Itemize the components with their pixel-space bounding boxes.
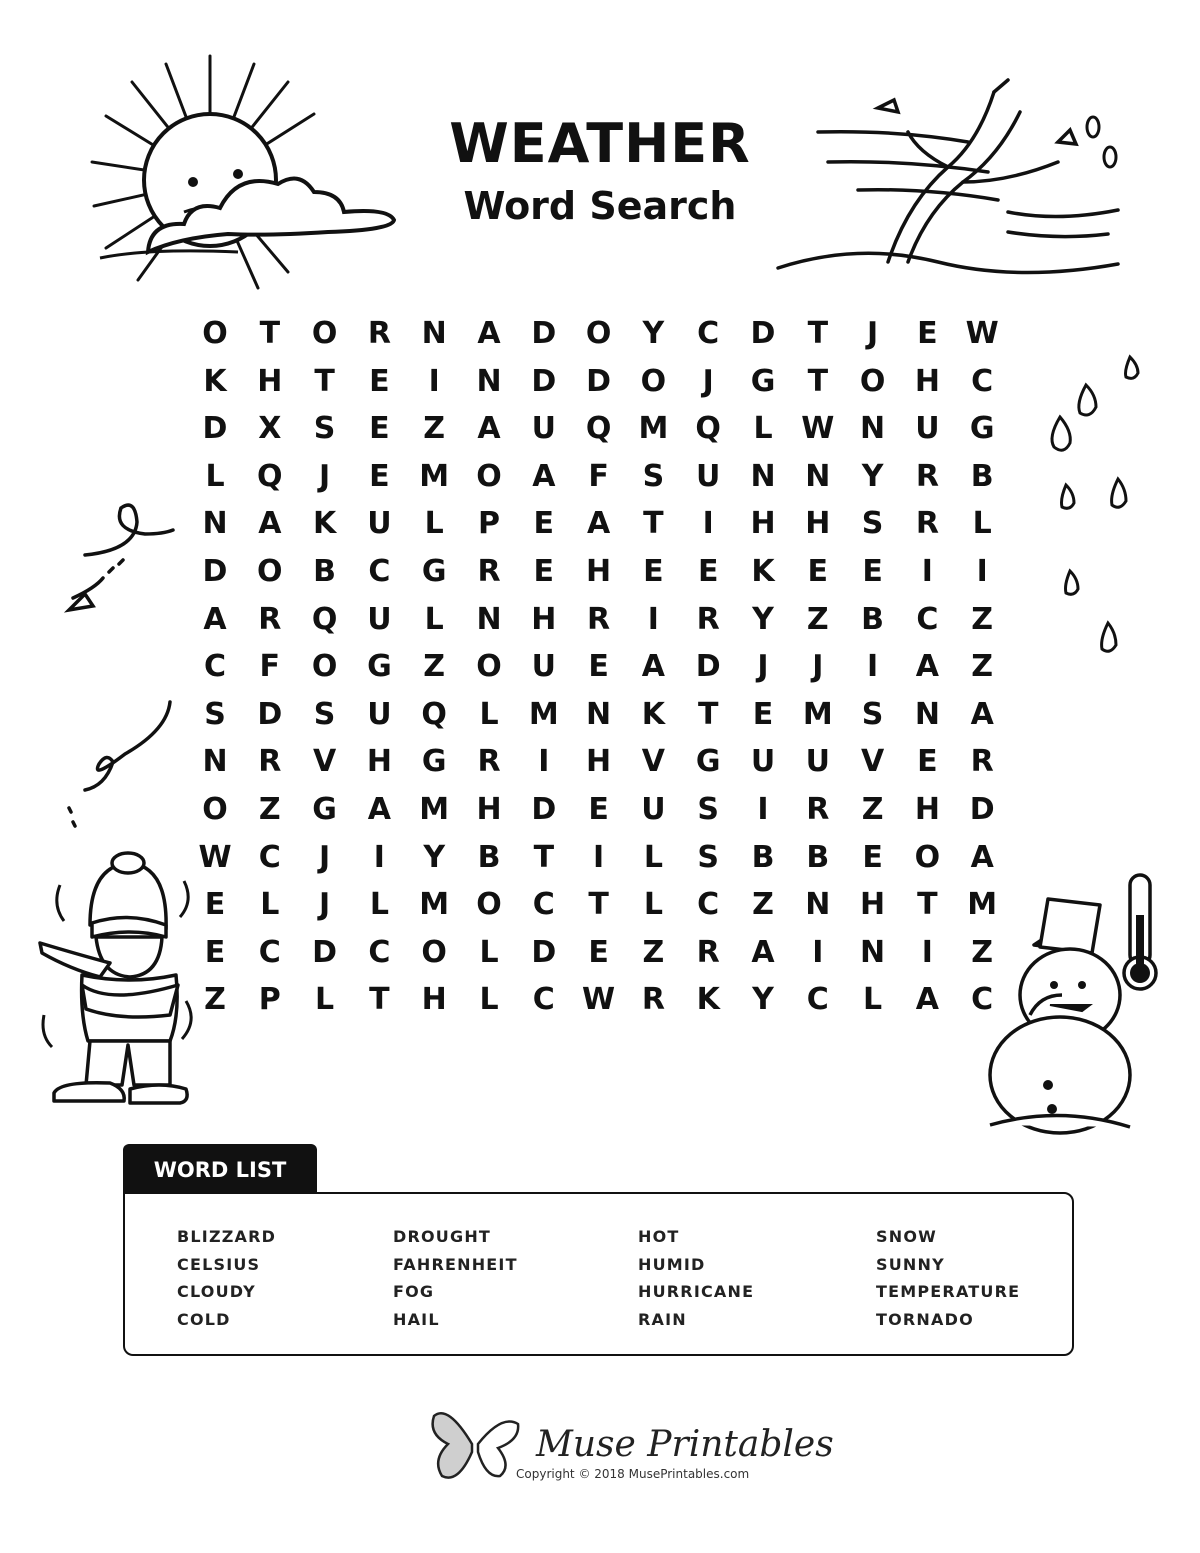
grid-letter[interactable]: C xyxy=(368,934,391,970)
grid-letter[interactable]: E xyxy=(204,887,226,923)
grid-letter[interactable]: S xyxy=(861,696,884,732)
grid-letter[interactable]: L xyxy=(863,982,883,1018)
grid-letter[interactable]: N xyxy=(805,458,831,494)
grid-letter[interactable]: E xyxy=(643,554,664,589)
grid-letter[interactable]: D xyxy=(969,792,995,827)
grid-letter[interactable]: S xyxy=(313,411,336,447)
grid-letter[interactable]: A xyxy=(367,792,391,827)
grid-letter[interactable]: H xyxy=(750,506,776,542)
word-item: SNOW xyxy=(876,1227,937,1246)
grid-letter[interactable]: D xyxy=(531,934,557,970)
grid-letter[interactable]: E xyxy=(204,934,226,970)
grid-letter[interactable]: M xyxy=(802,696,833,732)
word-item: HUMID xyxy=(638,1255,706,1274)
grid-letter[interactable]: V xyxy=(860,744,885,780)
word-item: TEMPERATURE xyxy=(876,1282,1021,1301)
grid-letter[interactable]: L xyxy=(260,887,280,923)
grid-letter[interactable]: K xyxy=(696,982,720,1018)
grid-letter[interactable]: A xyxy=(915,649,939,685)
grid-letter[interactable]: J xyxy=(867,316,879,351)
grid-letter[interactable]: V xyxy=(641,744,665,780)
grid-letter[interactable]: W xyxy=(965,316,999,351)
word-item: COLD xyxy=(177,1310,231,1329)
grid-letter[interactable]: E xyxy=(588,649,609,685)
grid-letter[interactable]: N xyxy=(202,506,228,542)
word-list-heading: WORD LIST xyxy=(123,1144,317,1193)
grid-letter[interactable]: P xyxy=(478,506,500,542)
grid-letter[interactable]: Z xyxy=(971,649,994,685)
grid-letter[interactable]: L xyxy=(424,506,444,542)
grid-letter[interactable]: E xyxy=(862,554,883,589)
grid-letter[interactable]: Q xyxy=(695,411,721,447)
page-title: WEATHER xyxy=(449,112,751,175)
grid-letter[interactable]: E xyxy=(533,554,555,589)
word-item: CELSIUS xyxy=(177,1255,261,1274)
grid-letter[interactable]: R xyxy=(970,744,994,780)
grid-letter[interactable]: C xyxy=(258,839,281,875)
grid-letter[interactable]: I xyxy=(757,792,769,827)
grid-letter[interactable]: T xyxy=(917,887,938,923)
grid-letter[interactable]: U xyxy=(367,506,392,542)
grid-letter[interactable]: T xyxy=(588,887,609,923)
grid-letter[interactable]: C xyxy=(806,982,829,1018)
grid-letter[interactable]: M xyxy=(528,696,559,732)
grid-letter[interactable]: B xyxy=(861,601,885,637)
grid-letter[interactable]: T xyxy=(807,316,829,351)
grid-letter[interactable]: I xyxy=(702,506,714,542)
sun-cloud-illustration xyxy=(88,52,408,302)
grid-letter[interactable]: K xyxy=(312,506,337,542)
grid-letter[interactable]: S xyxy=(313,696,336,732)
grid-letter[interactable]: R xyxy=(806,792,830,827)
grid-letter[interactable]: G xyxy=(695,744,721,780)
grid-letter[interactable]: S xyxy=(204,696,226,732)
grid-letter[interactable]: O xyxy=(640,363,667,399)
grid-letter[interactable]: J xyxy=(319,887,331,923)
grid-letter[interactable]: U xyxy=(696,458,721,494)
grid-letter[interactable]: B xyxy=(477,839,501,875)
grid-letter[interactable]: N xyxy=(750,458,776,494)
grid-letter[interactable]: E xyxy=(752,696,774,732)
grid-letter[interactable]: R xyxy=(367,316,391,351)
grid-letter[interactable]: H xyxy=(476,792,502,827)
grid-letter[interactable]: A xyxy=(970,839,994,875)
word-item: CLOUDY xyxy=(177,1282,256,1301)
grid-letter[interactable]: Z xyxy=(642,934,665,970)
grid-letter[interactable]: O xyxy=(202,792,228,827)
grid-letter[interactable]: W xyxy=(198,839,232,875)
grid-letter[interactable]: E xyxy=(917,316,938,351)
grid-letter[interactable]: O xyxy=(311,316,338,351)
grid-letter[interactable]: T xyxy=(369,982,390,1018)
grid-letter[interactable]: I xyxy=(921,554,933,589)
word-item: RAIN xyxy=(638,1310,687,1329)
grid-letter[interactable]: G xyxy=(312,792,337,827)
grid-letter[interactable]: Z xyxy=(752,887,774,923)
grid-letter[interactable]: M xyxy=(638,411,669,447)
butterfly-logo-icon xyxy=(428,1404,524,1484)
grid-letter[interactable]: T xyxy=(259,316,281,351)
grid-letter[interactable]: H xyxy=(805,506,831,542)
grid-letter[interactable]: N xyxy=(476,601,502,637)
word-list-box xyxy=(123,1192,1074,1356)
grid-letter[interactable]: G xyxy=(421,744,447,780)
grid-letter[interactable]: T xyxy=(643,506,664,542)
grid-letter[interactable]: I xyxy=(647,601,659,637)
grid-letter[interactable]: A xyxy=(203,601,227,637)
grid-letter[interactable]: I xyxy=(428,363,440,399)
grid-letter[interactable]: I xyxy=(812,934,824,970)
grid-letter[interactable]: N xyxy=(421,316,447,351)
grid-letter[interactable]: H xyxy=(914,363,940,399)
word-item: TORNADO xyxy=(876,1310,974,1329)
grid-letter[interactable]: Q xyxy=(257,458,283,494)
grid-letter[interactable]: G xyxy=(367,649,392,685)
grid-letter[interactable]: N xyxy=(476,363,502,399)
grid-letter[interactable]: I xyxy=(976,554,988,589)
grid-letter[interactable]: I xyxy=(538,744,550,780)
grid-letter[interactable]: B xyxy=(313,554,337,589)
grid-letter[interactable]: R xyxy=(915,506,939,542)
grid-letter[interactable]: J xyxy=(757,649,769,685)
word-item: FAHRENHEIT xyxy=(393,1255,518,1274)
grid-letter[interactable]: O xyxy=(476,887,502,923)
letter-grid xyxy=(190,312,1010,1032)
word-item: FOG xyxy=(393,1282,435,1301)
grid-letter[interactable]: O xyxy=(476,458,502,494)
grid-letter[interactable]: T xyxy=(533,839,555,875)
grid-letter[interactable]: C xyxy=(697,316,720,351)
grid-letter[interactable]: O xyxy=(311,649,338,685)
grid-letter[interactable]: O xyxy=(257,554,283,589)
grid-letter[interactable]: E xyxy=(697,554,719,589)
grid-letter[interactable]: A xyxy=(477,316,501,351)
grid-letter[interactable]: C xyxy=(258,934,281,970)
grid-letter[interactable]: I xyxy=(593,839,605,875)
grid-letter[interactable]: N xyxy=(586,696,612,732)
grid-letter[interactable]: N xyxy=(914,696,940,732)
grid-letter[interactable]: Z xyxy=(971,934,994,970)
grid-letter[interactable]: H xyxy=(531,601,557,637)
grid-letter[interactable]: U xyxy=(367,601,392,637)
grid-letter[interactable]: E xyxy=(369,363,390,399)
grid-letter[interactable]: E xyxy=(807,554,829,589)
grid-letter[interactable]: U xyxy=(641,792,666,827)
word-item: HURRICANE xyxy=(638,1282,755,1301)
grid-letter[interactable]: X xyxy=(258,411,282,447)
grid-letter[interactable]: L xyxy=(205,458,225,494)
grid-letter[interactable]: N xyxy=(202,744,228,780)
grid-letter[interactable]: N xyxy=(860,411,886,447)
word-item: HAIL xyxy=(393,1310,440,1329)
grid-letter[interactable]: R xyxy=(641,982,665,1018)
grid-letter[interactable]: F xyxy=(259,649,281,685)
grid-letter[interactable]: L xyxy=(972,506,992,542)
grid-letter[interactable]: Z xyxy=(806,601,829,637)
grid-letter[interactable]: C xyxy=(697,887,720,923)
grid-letter[interactable]: H xyxy=(421,982,447,1018)
grid-letter[interactable]: R xyxy=(915,458,939,494)
grid-letter[interactable]: L xyxy=(643,887,663,923)
grid-letter[interactable]: O xyxy=(859,363,886,399)
grid-letter[interactable]: U xyxy=(531,649,556,685)
grid-letter[interactable]: T xyxy=(697,696,719,732)
grid-letter[interactable]: K xyxy=(751,554,775,589)
grid-letter[interactable]: E xyxy=(369,411,390,447)
grid-letter[interactable]: O xyxy=(421,934,447,970)
grid-letter[interactable]: R xyxy=(696,934,720,970)
grid-letter[interactable]: U xyxy=(750,744,776,780)
grid-letter[interactable]: U xyxy=(367,696,392,732)
grid-letter[interactable]: I xyxy=(373,839,385,875)
grid-letter[interactable]: Z xyxy=(423,411,446,447)
grid-letter[interactable]: F xyxy=(588,458,609,494)
grid-letter[interactable]: A xyxy=(641,649,665,685)
grid-letter[interactable]: N xyxy=(805,887,831,923)
grid-letter[interactable]: R xyxy=(696,601,720,637)
grid-letter[interactable]: O xyxy=(585,316,612,351)
grid-letter[interactable]: J xyxy=(812,649,824,685)
grid-letter[interactable]: M xyxy=(419,458,450,494)
grid-letter[interactable]: K xyxy=(203,363,227,399)
grid-letter[interactable]: H xyxy=(257,363,283,399)
grid-letter[interactable]: Z xyxy=(204,982,226,1018)
grid-letter[interactable]: E xyxy=(917,744,938,780)
grid-letter[interactable]: S xyxy=(861,506,884,542)
grid-letter[interactable]: L xyxy=(479,696,499,732)
page-subtitle: Word Search xyxy=(463,184,737,228)
grid-letter[interactable]: D xyxy=(257,696,283,732)
grid-letter[interactable]: D xyxy=(312,934,338,970)
grid-letter[interactable]: L xyxy=(315,982,335,1018)
grid-letter[interactable]: O xyxy=(476,649,502,685)
grid-letter[interactable]: C xyxy=(532,982,555,1018)
grid-letter[interactable]: T xyxy=(807,363,829,399)
grid-letter[interactable]: S xyxy=(697,839,719,875)
grid-letter[interactable]: O xyxy=(202,316,228,351)
grid-letter[interactable]: L xyxy=(753,411,773,447)
grid-letter[interactable]: R xyxy=(477,554,501,589)
grid-letter[interactable]: L xyxy=(643,839,663,875)
grid-letter[interactable]: K xyxy=(641,696,666,732)
grid-letter[interactable]: A xyxy=(532,458,556,494)
grid-letter[interactable]: E xyxy=(588,792,609,827)
grid-letter[interactable]: U xyxy=(531,411,556,447)
grid-letter[interactable]: G xyxy=(750,363,776,399)
grid-letter[interactable]: G xyxy=(421,554,447,589)
grid-letter[interactable]: M xyxy=(419,887,450,923)
grid-letter[interactable]: D xyxy=(202,411,228,447)
grid-letter[interactable]: D xyxy=(695,649,721,685)
grid-letter[interactable]: D xyxy=(202,554,228,589)
grid-letter[interactable]: B xyxy=(751,839,775,875)
grid-letter[interactable]: W xyxy=(801,411,835,447)
grid-letter[interactable]: D xyxy=(531,363,557,399)
grid-letter[interactable]: D xyxy=(750,316,776,351)
windy-tree-illustration xyxy=(758,72,1138,287)
grid-letter[interactable]: Z xyxy=(423,649,446,685)
grid-letter[interactable]: P xyxy=(258,982,281,1018)
cold-child-illustration xyxy=(30,845,200,1110)
grid-letter[interactable]: U xyxy=(915,411,940,447)
grid-letter[interactable]: N xyxy=(860,934,886,970)
wind-swirl-illustration xyxy=(55,490,185,840)
grid-letter[interactable]: Q xyxy=(311,601,338,637)
grid-letter[interactable]: G xyxy=(969,411,995,447)
grid-letter[interactable]: R xyxy=(258,744,282,780)
grid-letter[interactable]: B xyxy=(806,839,830,875)
grid-letter[interactable]: J xyxy=(319,458,331,494)
grid-letter[interactable]: Q xyxy=(585,411,612,447)
grid-letter[interactable]: I xyxy=(867,649,879,685)
grid-letter[interactable]: O xyxy=(914,839,941,875)
grid-letter[interactable]: L xyxy=(369,887,389,923)
grid-letter[interactable]: S xyxy=(642,458,665,494)
grid-letter[interactable]: E xyxy=(533,506,555,542)
grid-letter[interactable]: I xyxy=(921,934,933,970)
raindrops-illustration xyxy=(1040,345,1150,665)
word-item: DROUGHT xyxy=(393,1227,492,1246)
grid-letter[interactable]: Y xyxy=(642,316,665,351)
grid-letter[interactable]: Z xyxy=(971,601,994,637)
grid-letter[interactable]: A xyxy=(970,696,994,732)
grid-letter[interactable]: Y xyxy=(861,458,884,494)
grid-letter[interactable]: A xyxy=(915,982,939,1018)
grid-letter[interactable]: C xyxy=(916,601,939,637)
grid-letter[interactable]: U xyxy=(805,744,830,780)
grid-letter[interactable]: D xyxy=(531,316,557,351)
grid-letter[interactable]: H xyxy=(586,554,612,589)
grid-letter[interactable]: R xyxy=(258,601,282,637)
grid-letter[interactable]: C xyxy=(971,982,994,1018)
grid-letter[interactable]: M xyxy=(419,792,450,827)
brand-name: Muse Printables xyxy=(536,1424,834,1465)
grid-letter[interactable]: A xyxy=(751,934,775,970)
grid-letter[interactable]: Q xyxy=(421,696,447,732)
grid-letter[interactable]: S xyxy=(697,792,719,827)
grid-letter[interactable]: H xyxy=(860,887,886,923)
grid-letter[interactable]: T xyxy=(314,363,335,399)
word-item: SUNNY xyxy=(876,1255,945,1274)
grid-letter[interactable]: C xyxy=(368,554,391,589)
grid-letter[interactable]: Y xyxy=(423,839,446,875)
grid-letter[interactable]: H xyxy=(914,792,940,827)
grid-letter[interactable]: D xyxy=(586,363,612,399)
grid-letter[interactable]: A xyxy=(258,506,282,542)
grid-letter[interactable]: M xyxy=(967,887,998,923)
grid-letter[interactable]: C xyxy=(971,363,994,399)
grid-letter[interactable]: A xyxy=(477,411,501,447)
grid-letter[interactable]: H xyxy=(366,744,392,780)
grid-letter[interactable]: Y xyxy=(752,982,774,1018)
grid-letter[interactable]: A xyxy=(586,506,611,542)
grid-letter[interactable]: C xyxy=(203,649,227,685)
grid-letter[interactable]: E xyxy=(862,839,883,875)
grid-letter[interactable]: J xyxy=(319,839,331,875)
grid-letter[interactable]: Z xyxy=(258,792,281,827)
grid-letter[interactable]: R xyxy=(587,601,611,637)
copyright-text: Copyright © 2018 MusePrintables.com xyxy=(516,1467,750,1481)
grid-letter[interactable]: Z xyxy=(861,792,884,827)
grid-letter[interactable]: L xyxy=(479,982,499,1018)
grid-letter[interactable]: B xyxy=(970,458,994,494)
grid-letter[interactable]: H xyxy=(586,744,612,780)
grid-letter[interactable]: V xyxy=(312,744,337,780)
grid-letter[interactable]: L xyxy=(424,601,444,637)
grid-letter[interactable]: C xyxy=(532,887,555,923)
grid-letter[interactable]: D xyxy=(531,792,557,827)
word-item: BLIZZARD xyxy=(177,1227,277,1246)
grid-letter[interactable]: Y xyxy=(752,601,774,637)
grid-letter[interactable]: J xyxy=(702,363,714,399)
grid-letter[interactable]: W xyxy=(582,982,616,1018)
grid-letter[interactable]: R xyxy=(477,744,501,780)
word-item: HOT xyxy=(638,1227,680,1246)
grid-letter[interactable]: E xyxy=(588,934,609,970)
grid-letter[interactable]: L xyxy=(479,934,499,970)
grid-letter[interactable]: E xyxy=(369,458,390,494)
